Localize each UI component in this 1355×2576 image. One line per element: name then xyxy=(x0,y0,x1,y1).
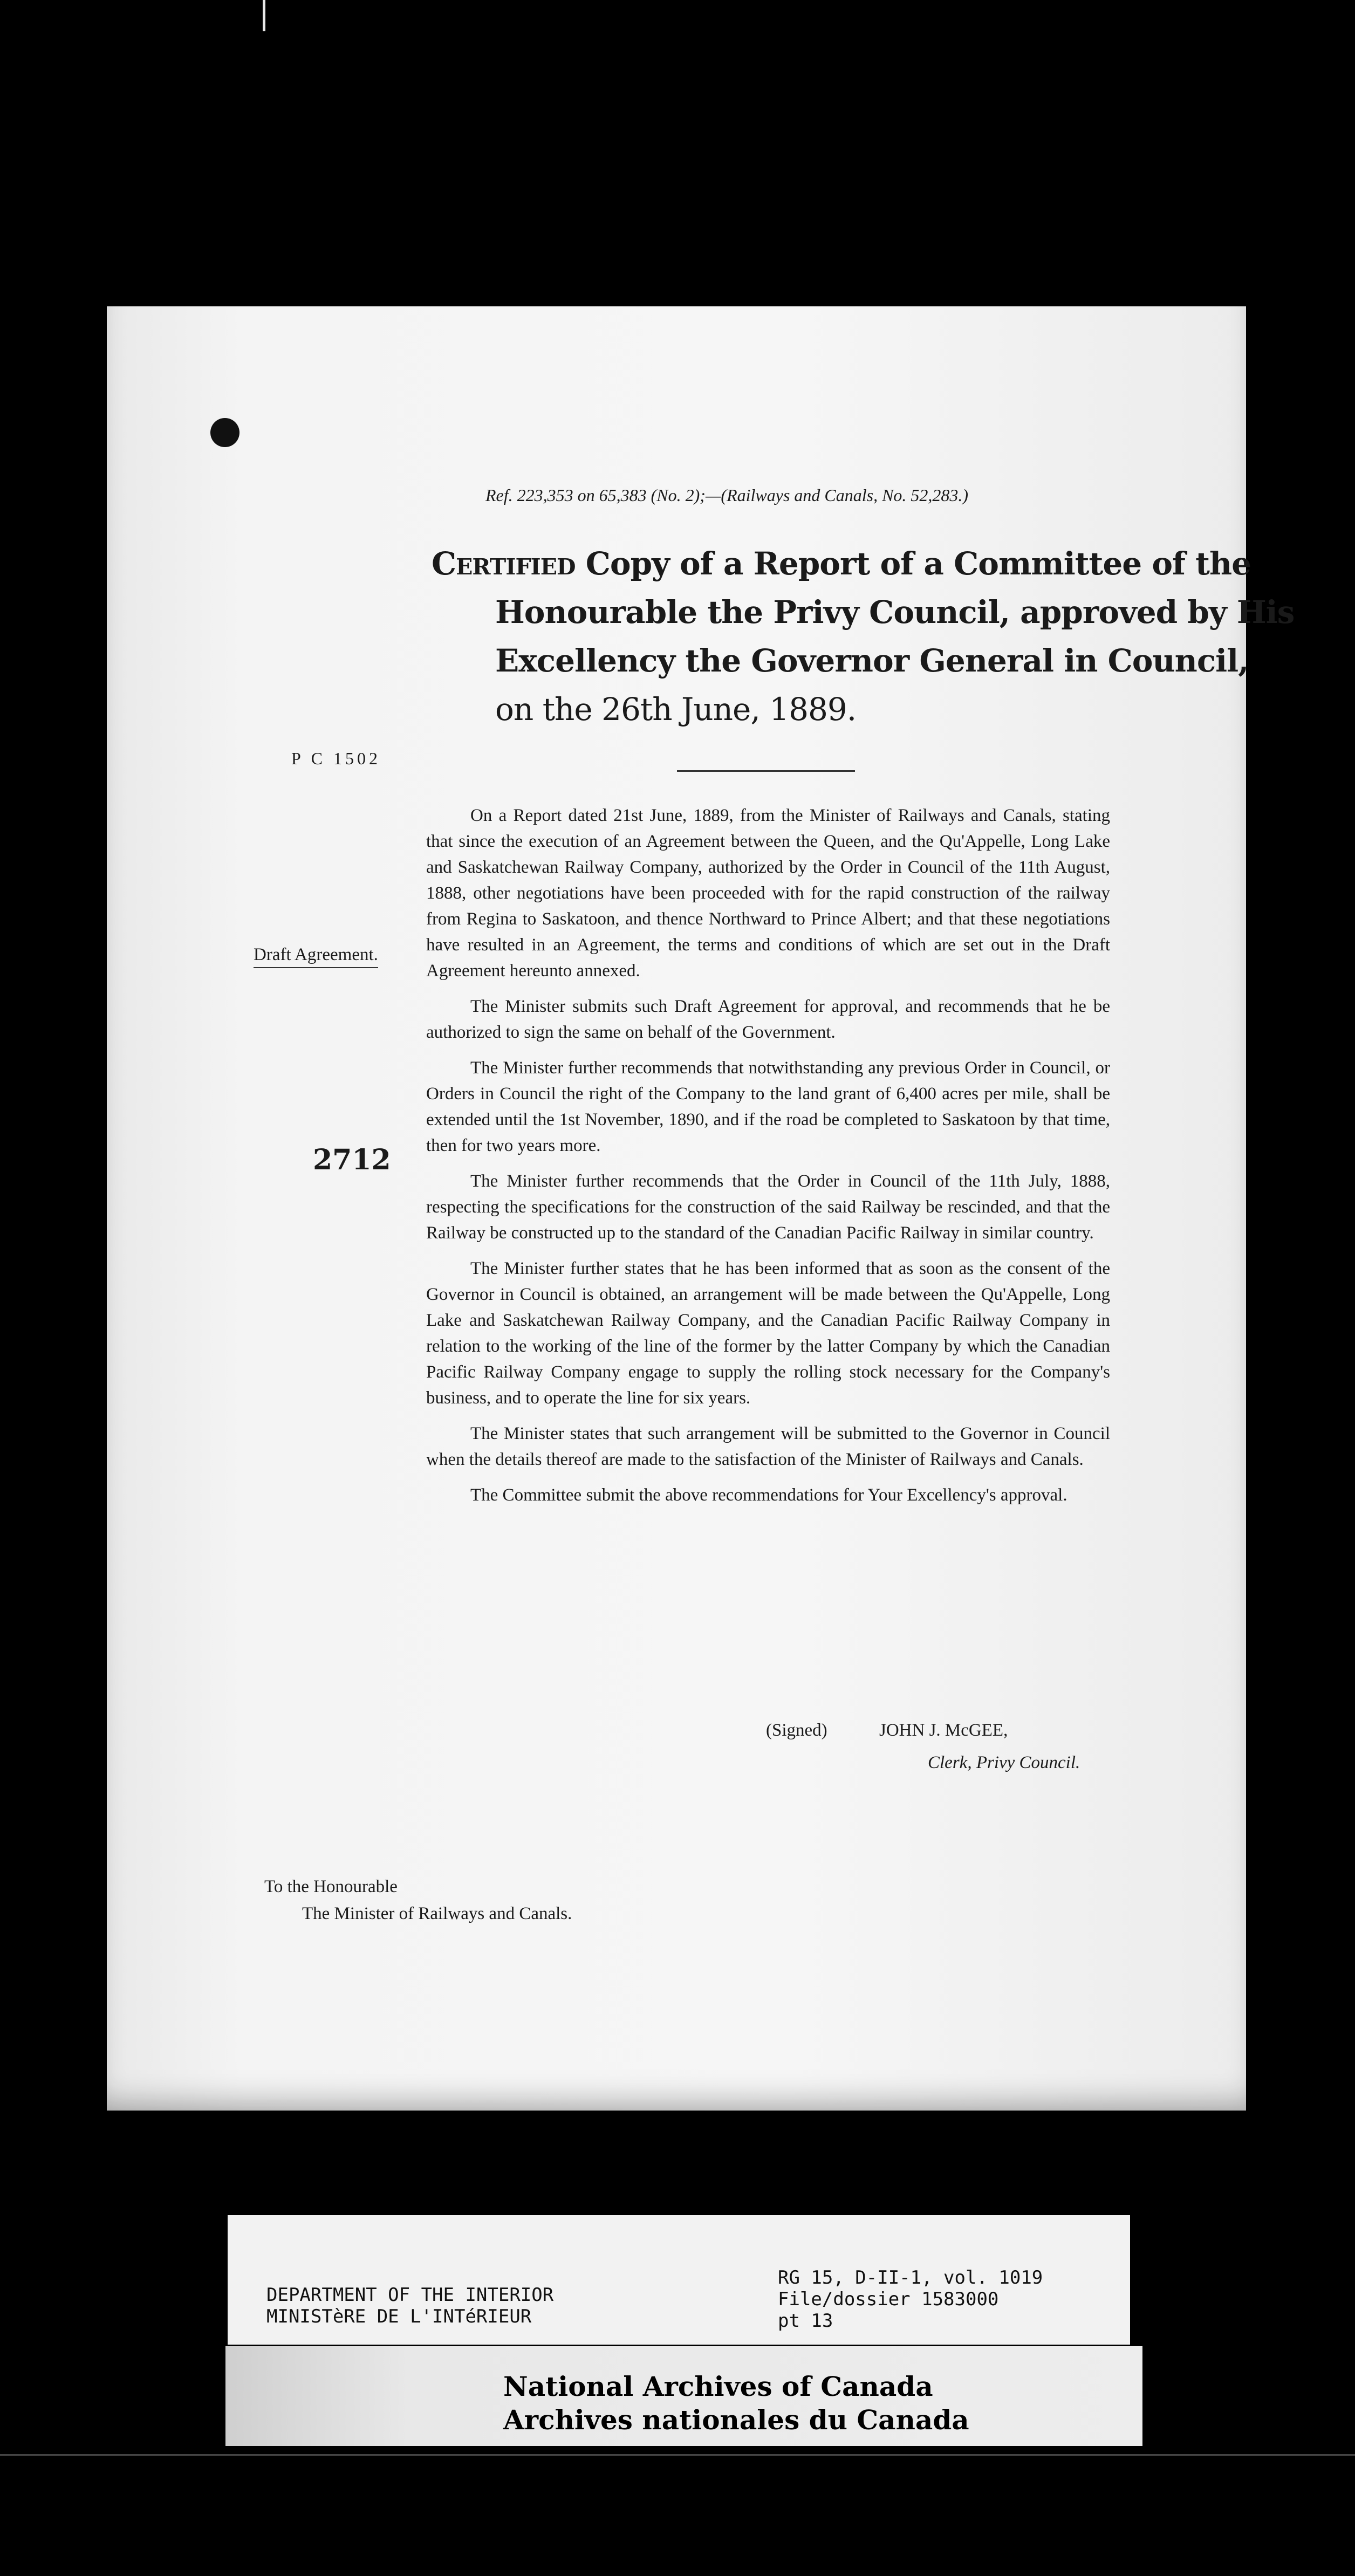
film-frame-line xyxy=(0,2454,1355,2456)
signed-label: (Signed) xyxy=(766,1721,827,1740)
ref-line3: pt 13 xyxy=(778,2310,833,2332)
signer-name: JOHN J. McGEE, xyxy=(879,1721,1008,1740)
title-line3: Excellency the Governor General in Council, xyxy=(495,642,1249,679)
reference-line: Ref. 223,353 on 65,383 (No. 2);—(Railways and Canals, No. 52,283.) xyxy=(485,485,969,505)
paragraph: On a Report dated 21st June, 1889, from the Minister of Railways and Canals, stating that since the execution of an Agreement between the Queen, and the Qu'Appelle, Long Lake and Saskatchewan Railway Company, authorized by the Order in Council of the 11th August, 1888, other negotiations have been proceeded with for the rapid construction of the railway from Regina to Saskatoon, and thence Northward to Prince Albert; and that these negotiations have resulted in an Agreement, the terms and conditions of which are set out in the Draft Agreement hereunto annexed. xyxy=(426,806,1110,981)
addressee-line2: The Minister of Railways and Canals. xyxy=(302,1904,572,1923)
addressee-line1: To the Honourable xyxy=(264,1877,398,1896)
ref-line2: File/dossier 1583000 xyxy=(778,2289,999,2310)
document-title xyxy=(432,539,1295,734)
title-rule xyxy=(677,770,855,772)
title-line2: Honourable the Privy Council, approved by His xyxy=(495,594,1295,631)
punch-hole xyxy=(210,418,239,447)
report-body xyxy=(426,803,1110,1518)
paragraph: The Minister further recommends that the Order in Council of the 11th July, 1888, respecting the specifications for the construction of the said Railway be rescinded, and that the Railway be constructed up to the standard of the Canadian Pacific Railway in similar country. xyxy=(426,1171,1110,1243)
department-fr: MINISTèRE DE L'INTéRIEUR xyxy=(266,2306,532,2327)
film-edge-mark xyxy=(263,0,265,31)
archives-stamp xyxy=(225,2346,1142,2446)
department-en: DEPARTMENT OF THE INTERIOR xyxy=(266,2284,554,2306)
title-line1: Copy of a Report of a Committee of the xyxy=(575,545,1251,582)
archives-name-fr: Archives nationales du Canada xyxy=(503,2404,969,2436)
margin-number: 2712 xyxy=(313,1143,391,1176)
paragraph: The Minister submits such Draft Agreement for approval, and recommends that he be authorized to sign the same on behalf of the Government. xyxy=(426,997,1110,1042)
margin-note-draft-agreement: Draft Agreement. xyxy=(254,945,378,968)
paragraph: The Committee submit the above recommendations for Your Excellency's approval. xyxy=(470,1485,1067,1505)
signer-title: Clerk, Privy Council. xyxy=(928,1753,1080,1772)
archives-name-en: National Archives of Canada xyxy=(503,2371,933,2402)
title-line4: on the 26th June, 1889. xyxy=(495,691,857,728)
paragraph: The Minister states that such arrangement will be submitted to the Governor in Council when the details thereof are made to the satisfaction of the Minister of Railways and Canals. xyxy=(426,1424,1110,1469)
title-lead: Certified xyxy=(432,545,576,582)
pc-number: P C 1502 xyxy=(291,749,381,768)
paragraph: The Minister further recommends that notwithstanding any previous Order in Council, or Orders in Council the right of the Company to the land grant of 6,400 acres per mile, shall be extended until the 1st November, 1890, and if the road be completed to Saskatoon by that time, then for two years more. xyxy=(426,1058,1110,1155)
paragraph: The Minister further states that he has been informed that as soon as the consent of the Governor in Council is obtained, an arrangement will be made between the Qu'Appelle, Long Lake and Saskatchewan Railway Company, and the Canadian Pacific Railway Company in relation to the working of the line of the former by the latter Company by which the Canadian Pacific Railway Company engage to supply the rolling stock necessary for the Company's business, and to operate the line for six years. xyxy=(426,1259,1110,1408)
ref-line1: RG 15, D-II-1, vol. 1019 xyxy=(778,2267,1043,2289)
archive-reference-label xyxy=(228,2215,1130,2345)
